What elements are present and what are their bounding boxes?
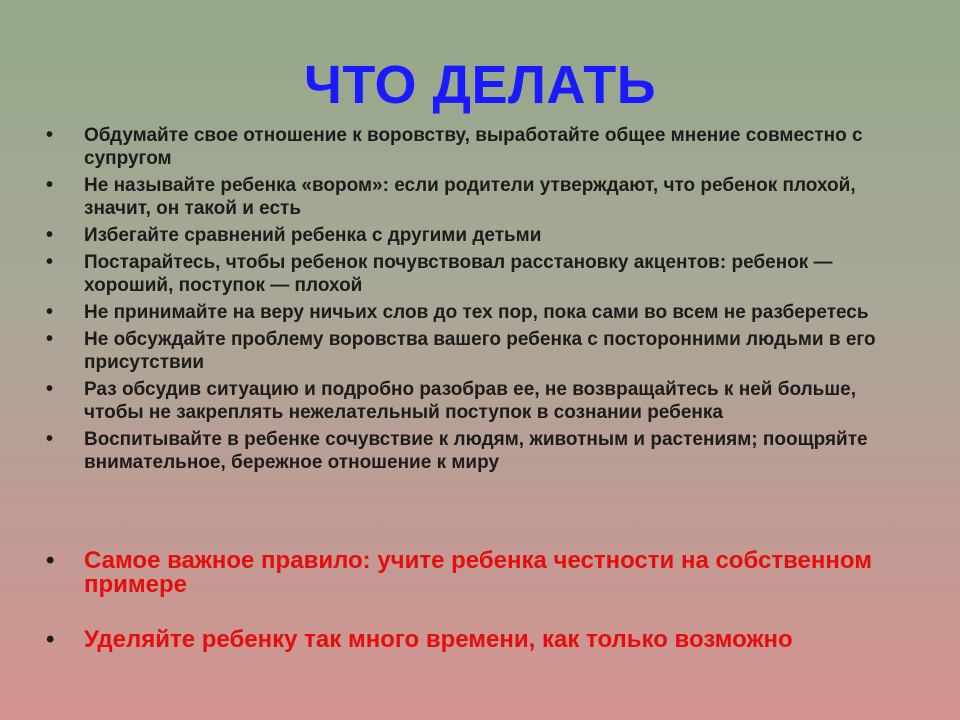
- slide-title: ЧТО ДЕЛАТЬ: [303, 55, 657, 115]
- list-item: • Раз обсудив ситуацию и подробно разобрав ее, не возвращайтесь к ней больше, чтобы не закреплять нежелательный поступок в сознании ребенка: [46, 378, 906, 424]
- emphasis-rule: • Самое важное правило: учите ребенка честности на собственном примере: [46, 549, 906, 597]
- list-item: • Не принимайте на веру ничьих слов до тех пор, пока сами во всем не разберетесь: [46, 301, 906, 324]
- emphasis-time: • Уделяйте ребенку так много времени, как только возможно: [46, 628, 906, 652]
- list-item: • Не обсуждайте проблему воровства вашего ребенка с посторонними людьми в его присутствии: [46, 328, 906, 374]
- list-item: • Постарайтесь, чтобы ребенок почувствовал расстановку акцентов: ребенок — хороший, поступок — плохой: [46, 251, 906, 297]
- list-item: • Избегайте сравнений ребенка с другими детьми: [46, 224, 906, 247]
- list-item: • Воспитывайте в ребенке сочувствие к людям, животным и растениям; поощряйте внимательное, бережное отношение к миру: [46, 428, 906, 474]
- list-item: • Не называйте ребенка «вором»: если родители утверждают, что ребенок плохой, значит, он такой и есть: [46, 174, 906, 220]
- bullet-list: [46, 124, 906, 478]
- list-item: • Обдумайте свое отношение к воровству, выработайте общее мнение совместно с супругом: [46, 124, 906, 170]
